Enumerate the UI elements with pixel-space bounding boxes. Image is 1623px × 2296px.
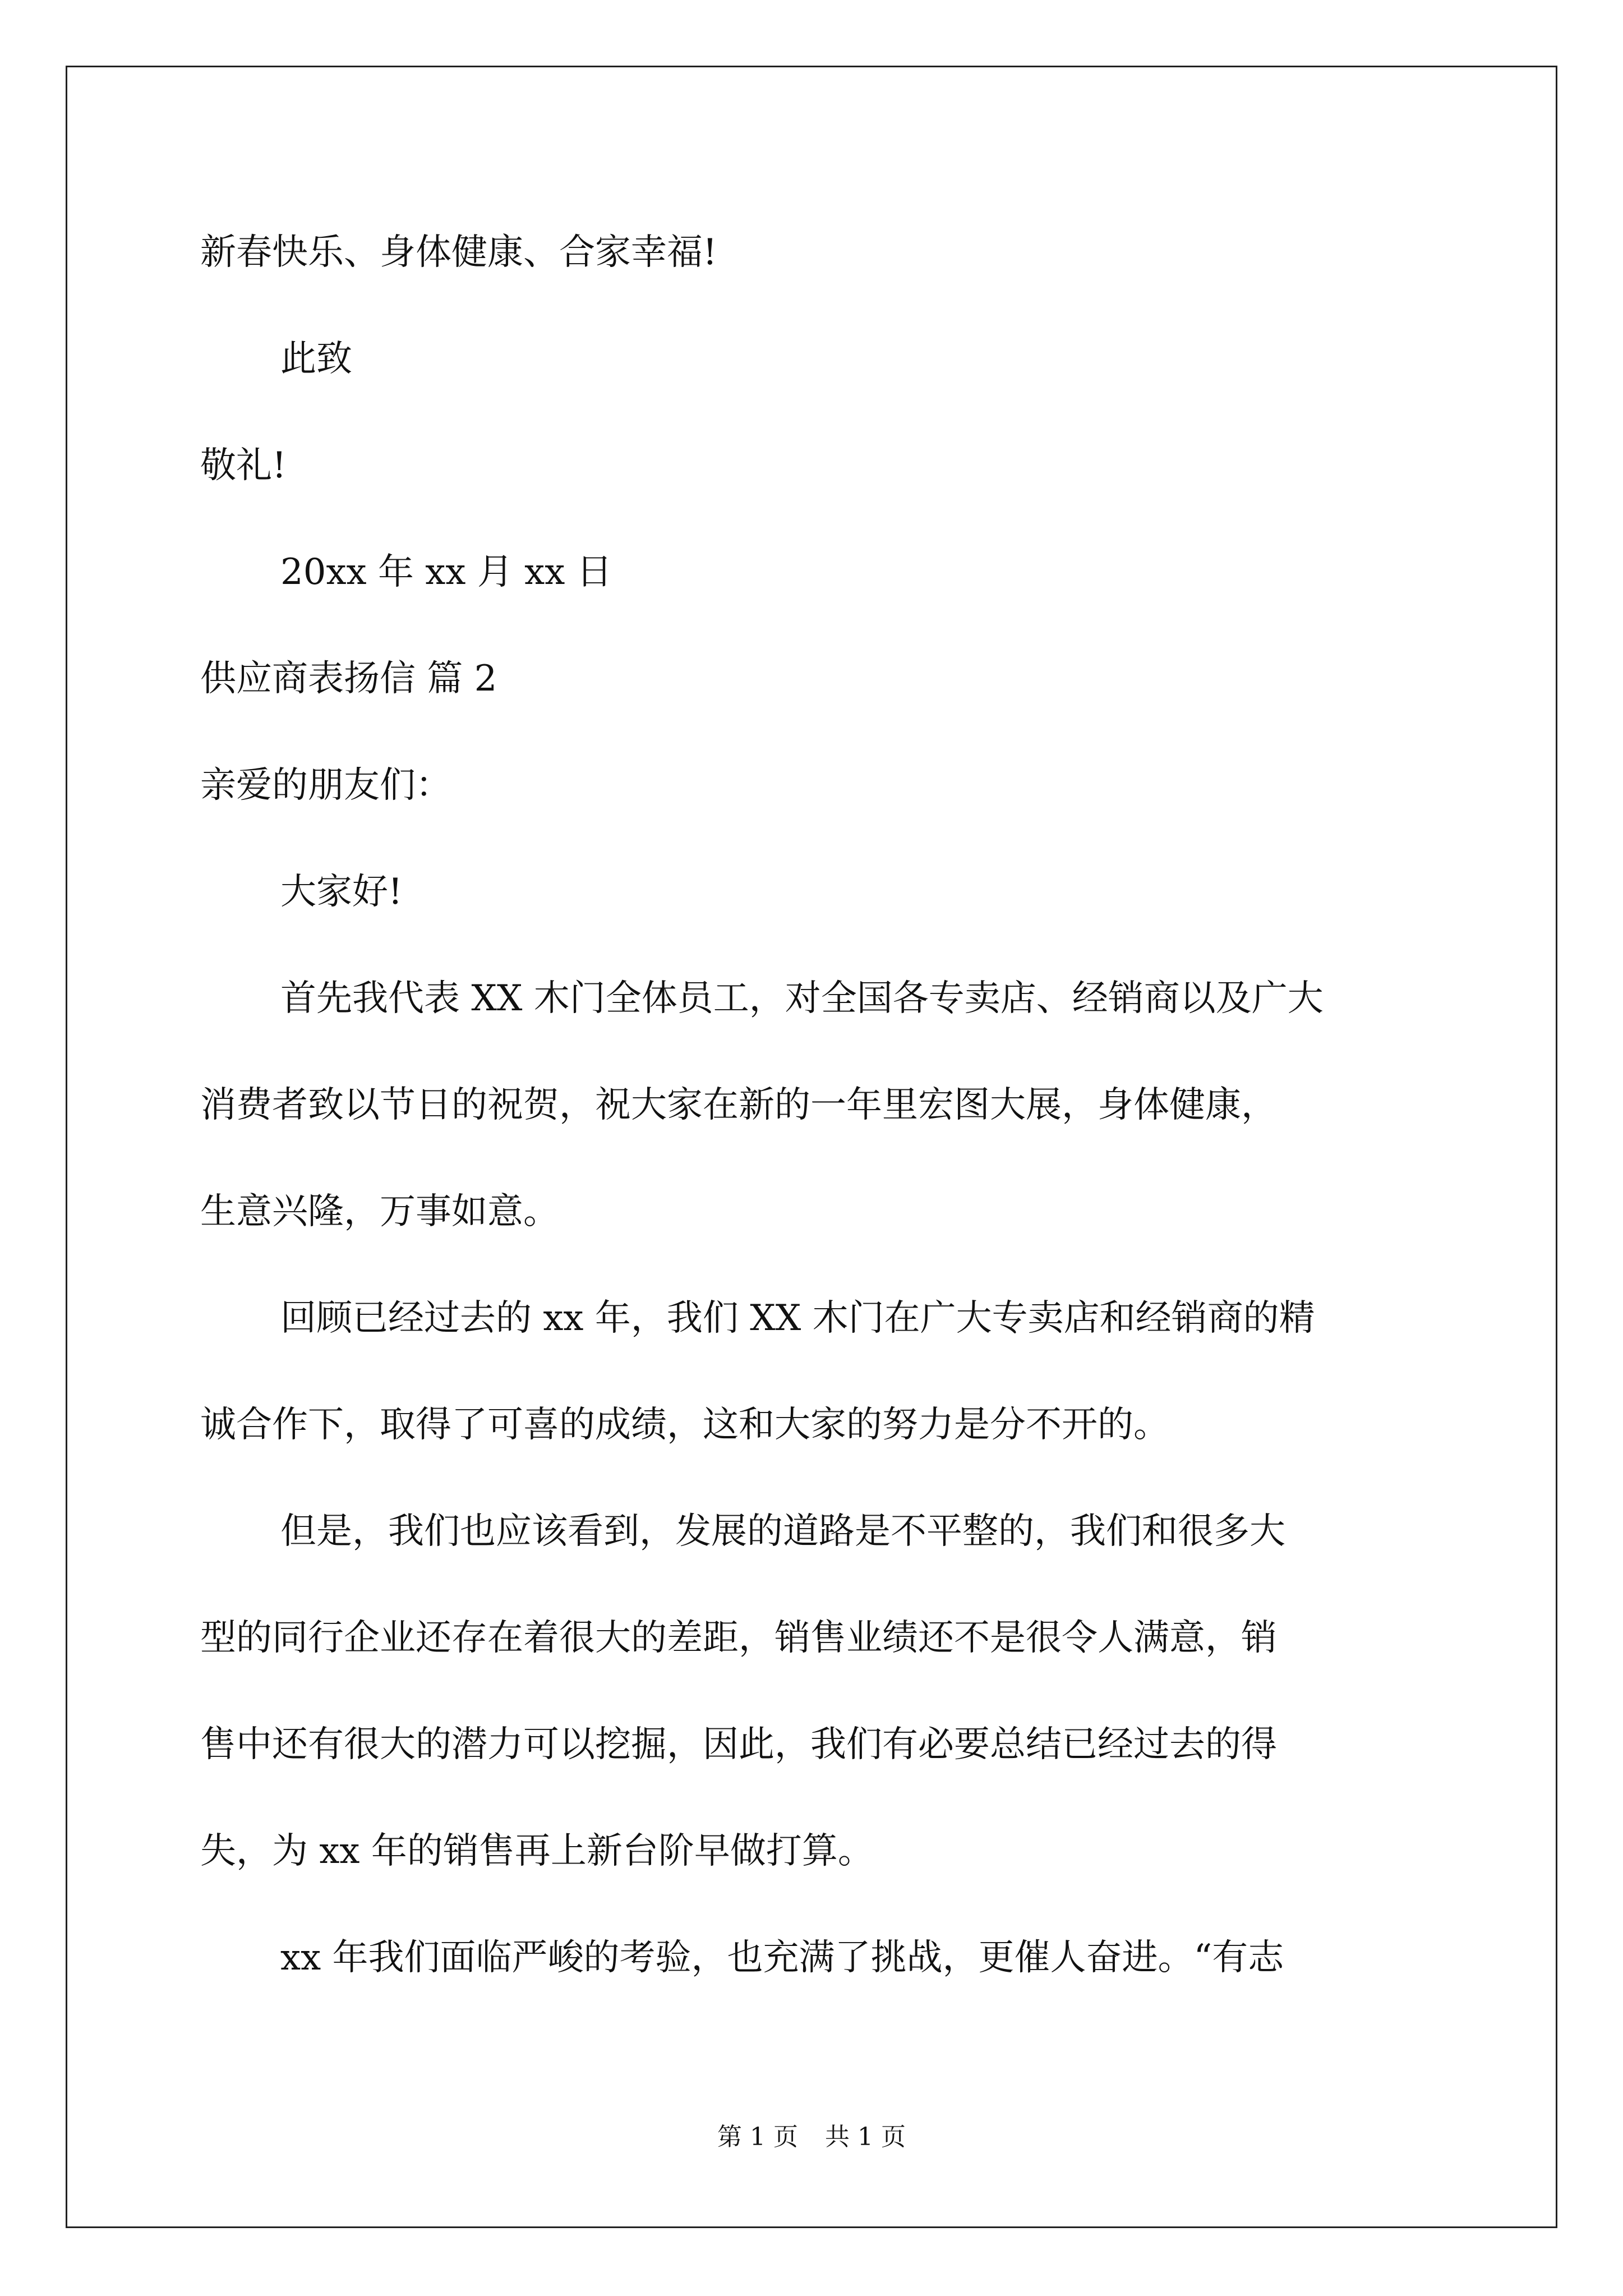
page-total: 共 1 页 bbox=[825, 2123, 906, 2151]
section-heading: 供应商表扬信 篇 2 bbox=[200, 658, 497, 700]
text-line-salutation: 此致 bbox=[280, 338, 352, 380]
text-line-hello: 大家好! bbox=[280, 871, 403, 913]
paragraph-3-line-4: 失，为 xx 年的销售再上新台阶早做打算。 bbox=[200, 1830, 874, 1872]
paragraph-3-line-3: 售中还有很大的潜力可以挖掘，因此，我们有必要总结已经过去的得 bbox=[200, 1724, 1277, 1765]
paragraph-3-line-2: 型的同行企业还存在着很大的差距，销售业绩还不是很令人满意，销 bbox=[200, 1617, 1277, 1659]
paragraph-2-line-1: 回顾已经过去的 xx 年，我们 XX 木门在广大专卖店和经销商的精 bbox=[280, 1297, 1315, 1339]
paragraph-1-line-1: 首先我代表 XX 木门全体员工，对全国各专卖店、经销商以及广大 bbox=[280, 978, 1324, 1019]
paragraph-1-line-2: 消费者致以节日的祝贺，祝大家在新的一年里宏图大展，身体健康， bbox=[200, 1084, 1277, 1126]
text-line-regards: 敬礼! bbox=[200, 445, 287, 486]
text-line-greeting: 亲爱的朋友们： bbox=[200, 765, 451, 806]
page-footer bbox=[0, 2122, 1623, 2153]
page-border bbox=[66, 66, 1557, 2228]
paragraph-2-line-2: 诚合作下，取得了可喜的成绩，这和大家的努力是分不开的。 bbox=[200, 1404, 1169, 1446]
paragraph-4-line-1: xx 年我们面临严峻的考验，也充满了挑战，更催人奋进。“有志 bbox=[280, 1937, 1284, 1978]
text-line-date: 20xx 年 xx 月 xx 日 bbox=[280, 551, 612, 593]
paragraph-3-line-1: 但是，我们也应该看到，发展的道路是不平整的，我们和很多大 bbox=[280, 1511, 1285, 1552]
page-number: 第 1 页 bbox=[717, 2123, 798, 2151]
text-line-closing-wishes: 新春快乐、身体健康、合家幸福! bbox=[200, 232, 717, 273]
paragraph-1-line-3: 生意兴隆，万事如意。 bbox=[200, 1191, 559, 1232]
